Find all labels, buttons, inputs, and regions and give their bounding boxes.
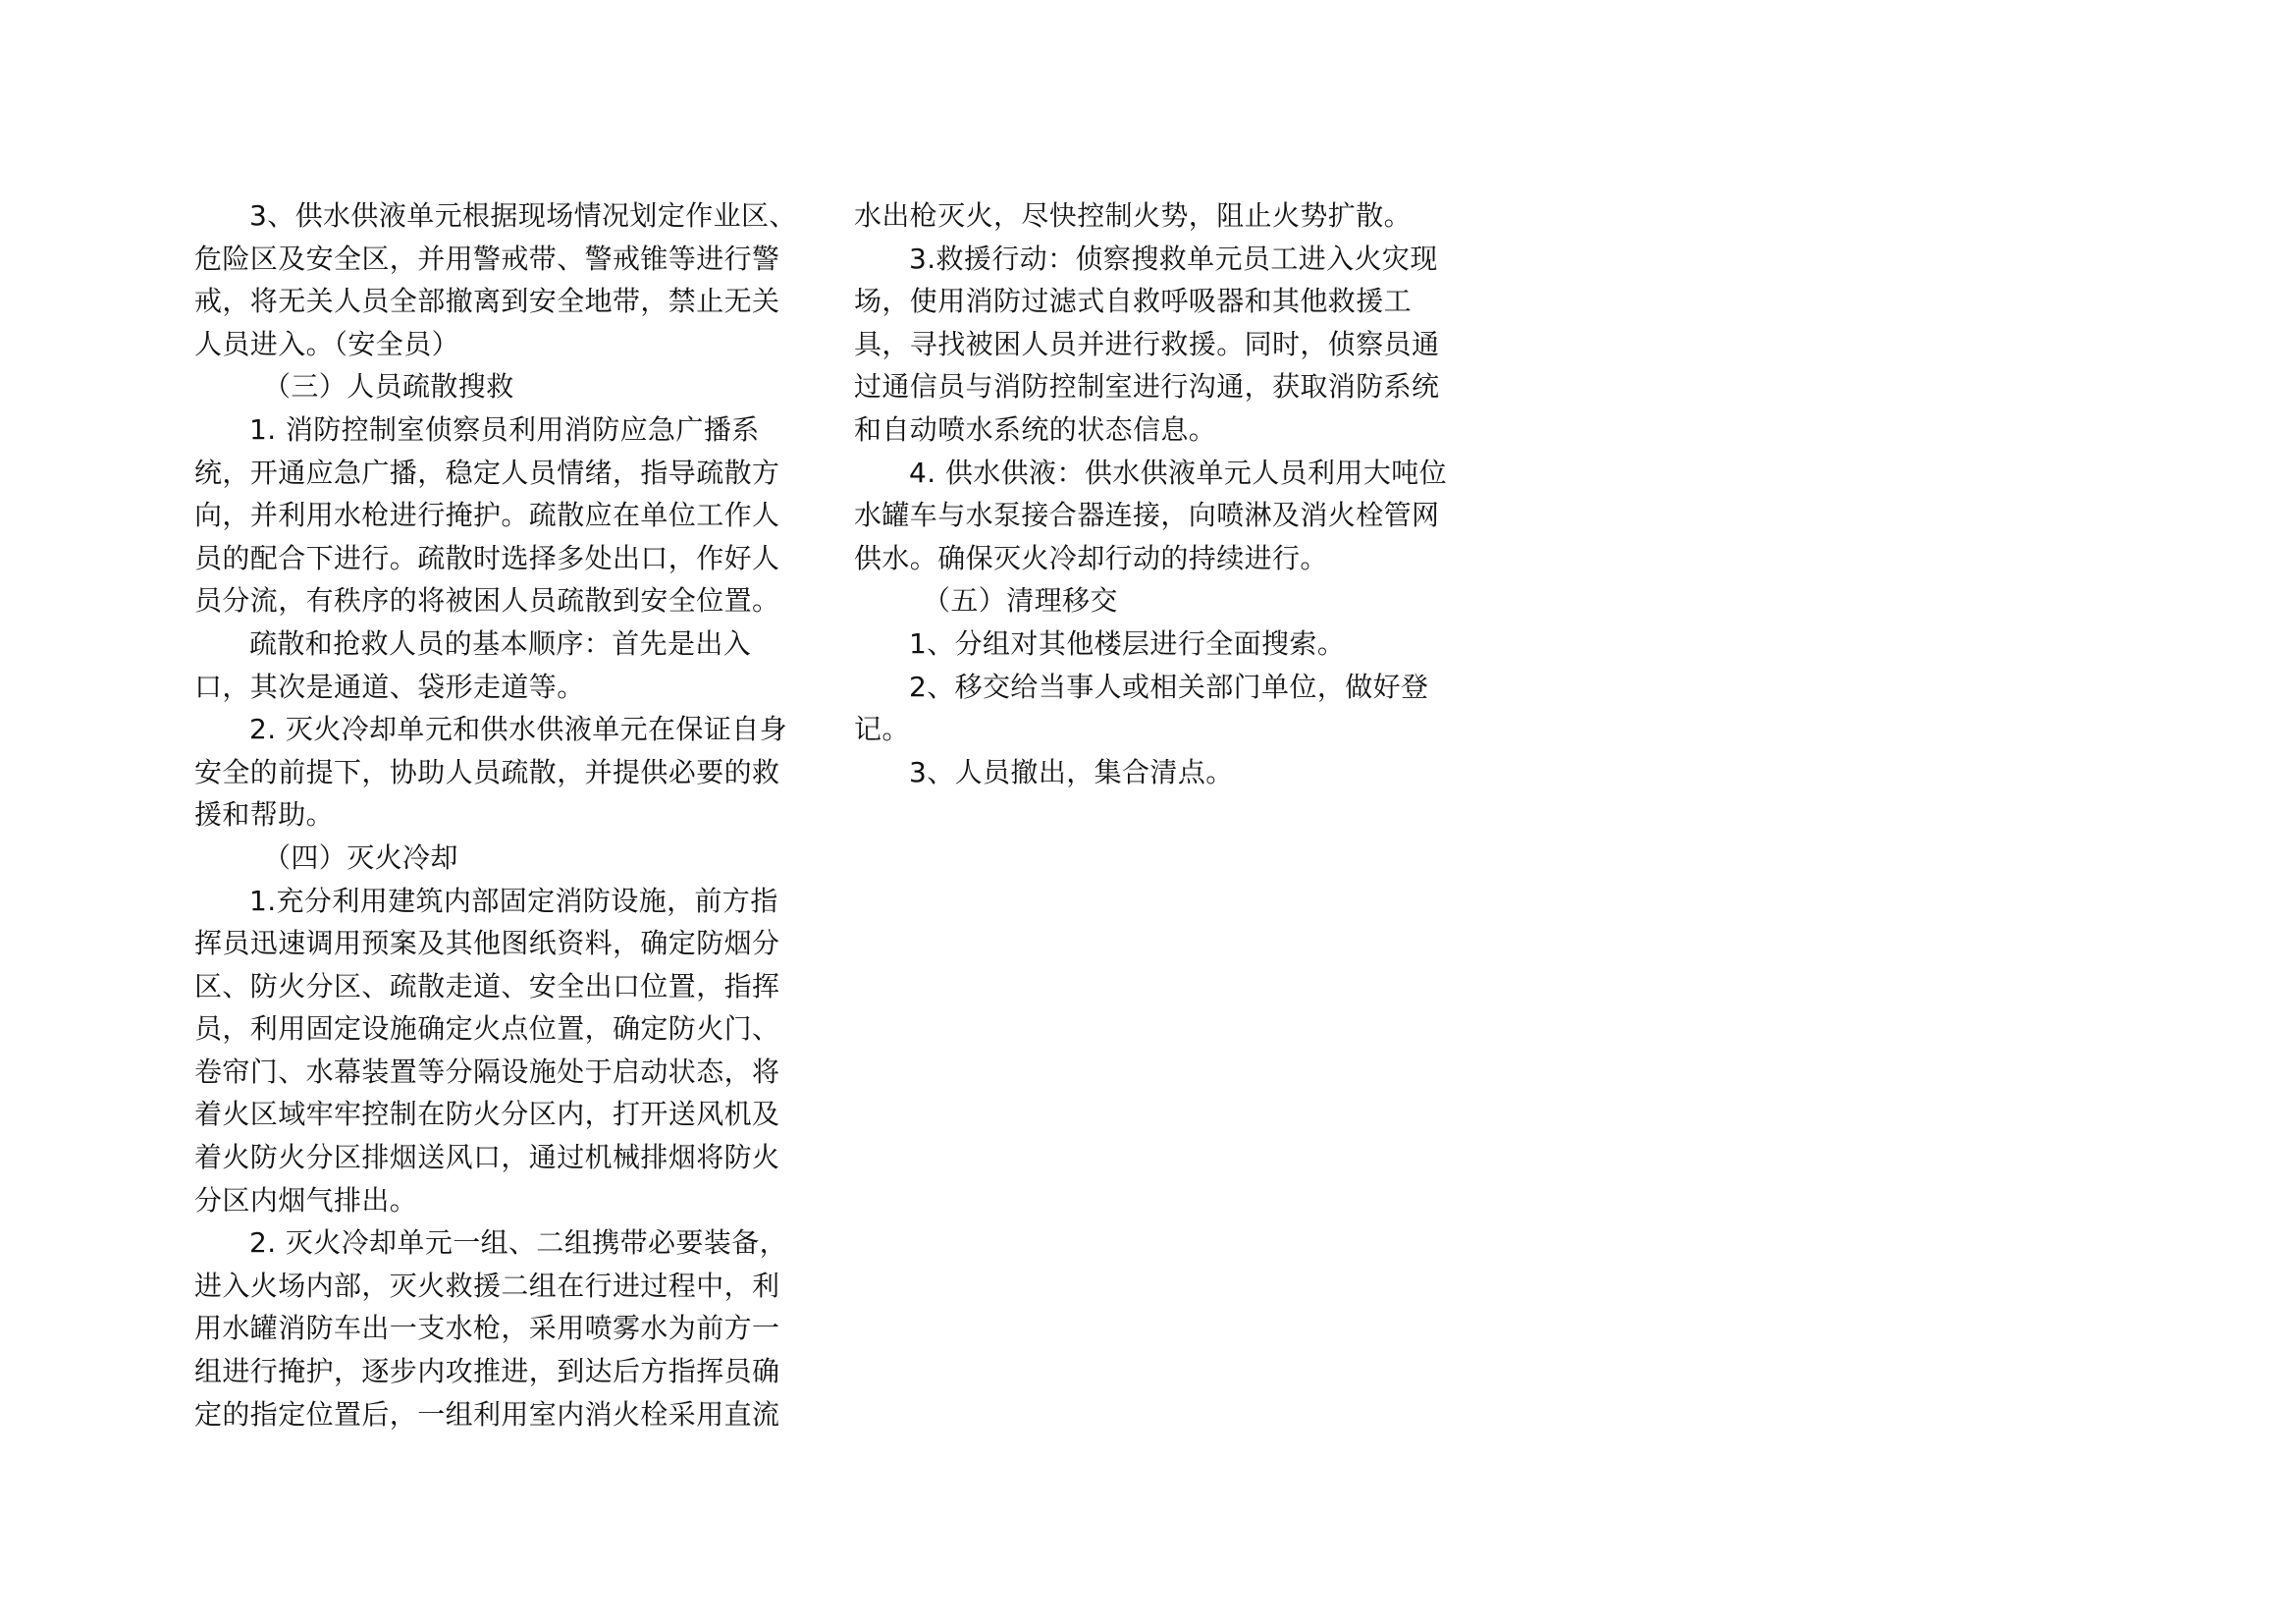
paragraph-line: 1.充分利用建筑内部固定消防设施，前方指	[249, 884, 778, 917]
paragraph-line: 危险区及安全区，并用警戒带、警戒锥等进行警	[194, 242, 780, 275]
paragraph-line: 口，其次是通道、袋形走道等。	[194, 670, 585, 703]
right-column	[854, 194, 1448, 793]
paragraph-line: 4. 供水供液：供水供液单元人员利用大吨位	[909, 456, 1448, 489]
paragraph-line: 2. 灭火冷却单元一组、二组携带必要装备，	[249, 1226, 788, 1260]
paragraph-line: 援和帮助。	[194, 798, 335, 832]
paragraph-line: 供水。确保灭火冷却行动的持续进行。	[854, 541, 1328, 574]
paragraph-line: 着火区域牢牢控制在防火分区内，打开送风机及	[194, 1098, 780, 1131]
paragraph-line: 安全的前提下，协助人员疏散，并提供必要的救	[194, 755, 780, 788]
paragraph-line: 员，利用固定设施确定火点位置，确定防火门、	[194, 1012, 780, 1046]
paragraph-line: 具，寻找被困人员并进行救援。同时，侦察员通	[854, 327, 1440, 360]
paragraph-line: 3、供水供液单元根据现场情况划定作业区、	[249, 199, 797, 232]
paragraph-line: 员的配合下进行。疏散时选择多处出口，作好人	[194, 541, 780, 574]
section-heading: （四）灭火冷却	[263, 840, 458, 874]
paragraph-line: 3、人员撤出，集合清点。	[909, 755, 1234, 788]
paragraph-line: 进入火场内部，灭火救援二组在行进过程中，利	[194, 1269, 780, 1302]
paragraph-line: 用水罐消防车出一支水枪，采用喷雾水为前方一	[194, 1312, 780, 1345]
paragraph-line: 定的指定位置后，一组利用室内消火栓采用直流	[194, 1397, 780, 1431]
paragraph-line: 向，并利用水枪进行掩护。疏散应在单位工作人	[194, 499, 780, 532]
paragraph-line: 挥员迅速调用预案及其他图纸资料，确定防烟分	[194, 927, 780, 960]
section-heading: （三）人员疏散搜救	[263, 370, 514, 404]
paragraph-line: 记。	[854, 713, 910, 746]
paragraph-line: 场，使用消防过滤式自救呼吸器和其他救援工	[854, 285, 1413, 318]
paragraph-line: 区、防火分区、疏散走道、安全出口位置，指挥	[194, 969, 780, 1002]
paragraph-line: 统，开通应急广播，稳定人员情绪，指导疏散方	[194, 456, 780, 489]
paragraph-line: 和自动喷水系统的状态信息。	[854, 412, 1217, 446]
paragraph-line: 着火防火分区排烟送风口，通过机械排烟将防火	[194, 1141, 780, 1174]
left-column	[194, 194, 797, 1435]
paragraph-line: 1、分组对其他楼层进行全面搜索。	[909, 626, 1346, 660]
paragraph-line: 2、移交给当事人或相关部门单位，做好登	[909, 670, 1429, 703]
paragraph-line: 组进行掩护，逐步内攻推进，到达后方指挥员确	[194, 1355, 780, 1388]
paragraph-line: 卷帘门、水幕装置等分隔设施处于启动状态，将	[194, 1055, 780, 1088]
paragraph-line: 疏散和抢救人员的基本顺序：首先是出入	[249, 626, 752, 660]
paragraph-line: 水出枪灭火，尽快控制火势，阻止火势扩散。	[854, 199, 1413, 232]
paragraph-line: 戒，将无关人员全部撤离到安全地带，禁止无关	[194, 285, 780, 318]
section-heading: （五）清理移交	[923, 584, 1118, 618]
paragraph-line: 过通信员与消防控制室进行沟通，获取消防系统	[854, 370, 1440, 404]
paragraph-line: 水罐车与水泵接合器连接，向喷淋及消火栓管网	[854, 499, 1440, 532]
paragraph-line: 人员进入。（安全员）	[194, 327, 460, 360]
paragraph-line: 1. 消防控制室侦察员利用消防应急广播系	[249, 412, 760, 446]
paragraph-line: 员分流，有秩序的将被困人员疏散到安全位置。	[194, 584, 780, 618]
paragraph-line: 分区内烟气排出。	[194, 1183, 418, 1217]
paragraph-line: 3.救援行动：侦察搜救单元员工进入火灾现	[909, 242, 1438, 275]
paragraph-line: 2. 灭火冷却单元和供水供液单元在保证自身	[249, 713, 788, 746]
